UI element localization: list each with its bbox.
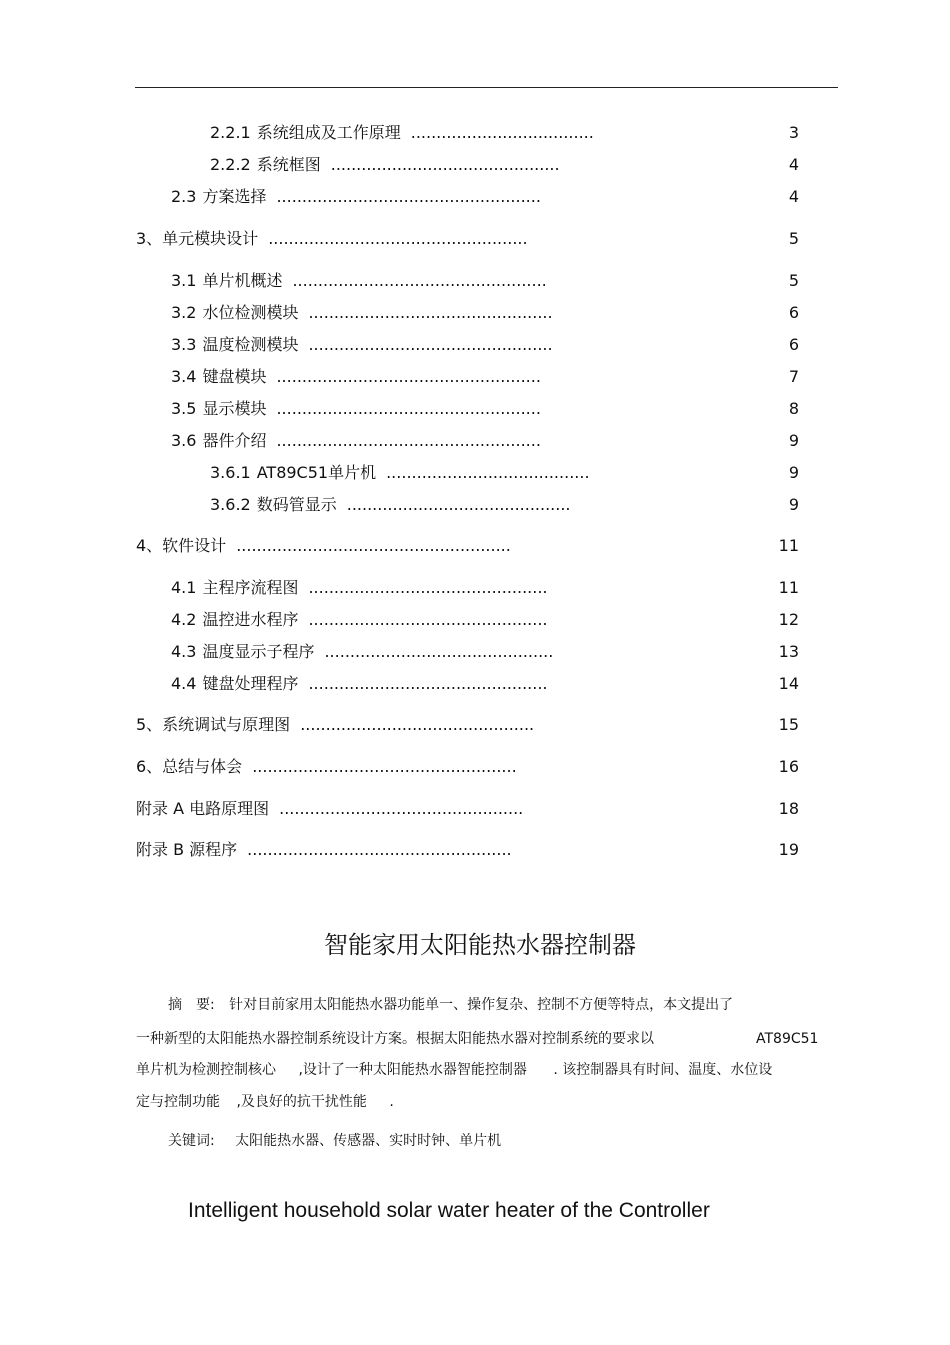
toc-entry-page: 9 xyxy=(788,495,799,514)
toc-entry-page: 11 xyxy=(778,578,799,597)
toc-entry-page: 3 xyxy=(788,123,799,142)
toc-entry-page: 18 xyxy=(778,799,799,818)
toc-entry-number: 4.2 xyxy=(171,610,197,629)
toc-entry-number: 2.2.1 xyxy=(210,123,251,142)
toc-entry xyxy=(171,672,548,696)
toc-entry xyxy=(171,640,553,664)
toc-entry-title: 温控进水程序 xyxy=(202,610,299,629)
abstract-text-1: 针对目前家用太阳能热水器功能单一、操作复杂、控制不方便等特点，本文提出了 xyxy=(229,997,734,1013)
toc-entry-leader: ........................................ xyxy=(386,463,590,482)
toc-entry-page: 4 xyxy=(788,187,799,206)
toc-entry xyxy=(210,461,590,485)
toc-entry-leader: .................................................... xyxy=(276,431,541,450)
toc-entry-leader: ............................................... xyxy=(308,578,548,597)
toc-entry-leader: .................................... xyxy=(410,123,594,142)
toc-entry-title: 6、总结与体会 xyxy=(136,757,243,776)
toc-entry xyxy=(136,755,517,779)
toc-entry-leader: ............................................... xyxy=(308,610,548,629)
abstract-line-2b xyxy=(756,1028,818,1050)
toc-entry xyxy=(136,713,534,737)
toc-entry-page: 11 xyxy=(778,536,799,555)
toc-entry xyxy=(171,301,553,325)
toc-entry-page: 8 xyxy=(788,399,799,418)
abstract-line-2 xyxy=(136,1028,654,1050)
toc-entry-title: 数码管显示 xyxy=(256,495,337,514)
toc-entry xyxy=(171,185,541,209)
toc-entry xyxy=(136,797,523,821)
toc-entry-page: 13 xyxy=(778,642,799,661)
toc-entry-page: 9 xyxy=(788,463,799,482)
toc-entry xyxy=(171,608,548,632)
abstract-text-4a: 定与控制功能 xyxy=(136,1094,220,1110)
toc-entry-page: 9 xyxy=(788,431,799,450)
toc-entry-number: 3.1 xyxy=(171,271,197,290)
toc-entry-number: 2.2.2 xyxy=(210,155,251,174)
toc-entry-number: 3.2 xyxy=(171,303,197,322)
toc-entry xyxy=(210,153,560,177)
toc-entry xyxy=(171,397,541,421)
toc-entry-leader: .................................................... xyxy=(276,187,541,206)
keywords-line xyxy=(168,1130,501,1152)
toc-entry-title: 温度显示子程序 xyxy=(202,642,315,661)
toc-entry-number: 3.3 xyxy=(171,335,197,354)
toc-entry xyxy=(171,365,541,389)
toc-entry-number: 3.6.1 xyxy=(210,463,251,482)
toc-entry-number: 3.6.2 xyxy=(210,495,251,514)
toc-entry-number: 4.4 xyxy=(171,674,197,693)
toc-entry-title: 器件介绍 xyxy=(202,431,267,450)
abstract-line-3 xyxy=(136,1059,772,1081)
keywords-text: 太阳能热水器、传感器、实时时钟、单片机 xyxy=(235,1133,502,1149)
toc-entry xyxy=(136,227,528,251)
toc-entry-leader: .............................................. xyxy=(300,715,535,734)
toc-entry-title: AT89C51单片机 xyxy=(256,463,377,482)
toc-entry-leader: .................................................. xyxy=(292,271,547,290)
header-rule xyxy=(135,87,838,88)
toc-entry-leader: ................................................... xyxy=(268,229,528,248)
keywords-label: 关键词: xyxy=(168,1133,215,1149)
toc-entry-leader: .................................................... xyxy=(247,840,512,859)
toc-entry-number: 4.1 xyxy=(171,578,197,597)
toc-entry-leader: .................................................... xyxy=(276,367,541,386)
toc-entry-title: 3、单元模块设计 xyxy=(136,229,259,248)
toc-entry xyxy=(171,269,547,293)
toc-entry-leader: ............................................. xyxy=(324,642,554,661)
toc-entry-title: 系统组成及工作原理 xyxy=(256,123,401,142)
toc-entry xyxy=(136,534,511,558)
toc-entry xyxy=(136,838,512,862)
toc-entry-number: 2.3 xyxy=(171,187,197,206)
toc-entry-title: 附录 B 源程序 xyxy=(136,840,238,859)
abstract-text-2a: 一种新型的太阳能热水器控制系统设计方案。根据太阳能热水器对控制系统的要求以 xyxy=(136,1031,654,1047)
toc-entry-leader: ................................................ xyxy=(279,799,524,818)
toc-entry-number: 4.3 xyxy=(171,642,197,661)
toc-entry-number: 3.5 xyxy=(171,399,197,418)
abstract-line-1 xyxy=(168,994,733,1016)
toc-entry-page: 4 xyxy=(788,155,799,174)
toc-entry xyxy=(171,333,553,357)
toc-entry-title: 系统框图 xyxy=(256,155,321,174)
toc-entry-page: 5 xyxy=(788,271,799,290)
abstract-text-3b: ,设计了一种太阳能热水器智能控制器 xyxy=(298,1062,527,1078)
toc-entry-number: 3.6 xyxy=(171,431,197,450)
toc-entry-page: 6 xyxy=(788,335,799,354)
toc-entry-page: 14 xyxy=(778,674,799,693)
toc-entry xyxy=(171,429,541,453)
toc-entry-page: 7 xyxy=(788,367,799,386)
chinese-title: 智能家用太阳能热水器控制器 xyxy=(324,931,636,959)
toc-entry-title: 水位检测模块 xyxy=(202,303,299,322)
toc-entry-page: 15 xyxy=(778,715,799,734)
toc-entry xyxy=(210,121,594,145)
toc-entry-title: 方案选择 xyxy=(202,187,267,206)
toc-entry-title: 键盘模块 xyxy=(202,367,267,386)
toc-entry-title: 单片机概述 xyxy=(202,271,283,290)
abstract-text-3c: . 该控制器具有时间、温度、水位设 xyxy=(553,1062,773,1078)
toc-entry-page: 12 xyxy=(778,610,799,629)
toc-entry-title: 显示模块 xyxy=(202,399,267,418)
toc-entry-leader: ............................................ xyxy=(346,495,571,514)
toc-entry xyxy=(171,576,548,600)
english-title: Intelligent household solar water heater of the Controller xyxy=(188,1199,710,1222)
toc-entry-title: 键盘处理程序 xyxy=(202,674,299,693)
toc-entry-leader: ................................................ xyxy=(308,335,553,354)
toc-entry-leader: .................................................... xyxy=(252,757,517,776)
toc-entry-leader: ............................................... xyxy=(308,674,548,693)
toc-entry-page: 19 xyxy=(778,840,799,859)
toc-entry xyxy=(210,493,571,517)
toc-entry-title: 5、系统调试与原理图 xyxy=(136,715,291,734)
toc-entry-leader: ................................................ xyxy=(308,303,553,322)
toc-entry-title: 4、软件设计 xyxy=(136,536,227,555)
abstract-text-4c: . xyxy=(389,1094,394,1110)
abstract-line-4 xyxy=(136,1091,394,1113)
toc-entry-leader: ...................................................... xyxy=(236,536,511,555)
toc-entry-page: 16 xyxy=(778,757,799,776)
toc-entry-page: 6 xyxy=(788,303,799,322)
abstract-text-3a: 单片机为检测控制核心 xyxy=(136,1062,276,1078)
abstract-label: 摘 要: xyxy=(168,997,215,1013)
abstract-text-2b: AT89C51 xyxy=(756,1031,819,1047)
toc-entry-title: 温度检测模块 xyxy=(202,335,299,354)
toc-entry-leader: .................................................... xyxy=(276,399,541,418)
toc-entry-page: 5 xyxy=(788,229,799,248)
toc-entry-title: 附录 A 电路原理图 xyxy=(136,799,270,818)
abstract-text-4b: ,及良好的抗干扰性能 xyxy=(236,1094,367,1110)
toc-entry-number: 3.4 xyxy=(171,367,197,386)
toc-entry-title: 主程序流程图 xyxy=(202,578,299,597)
toc-entry-leader: ............................................. xyxy=(330,155,560,174)
